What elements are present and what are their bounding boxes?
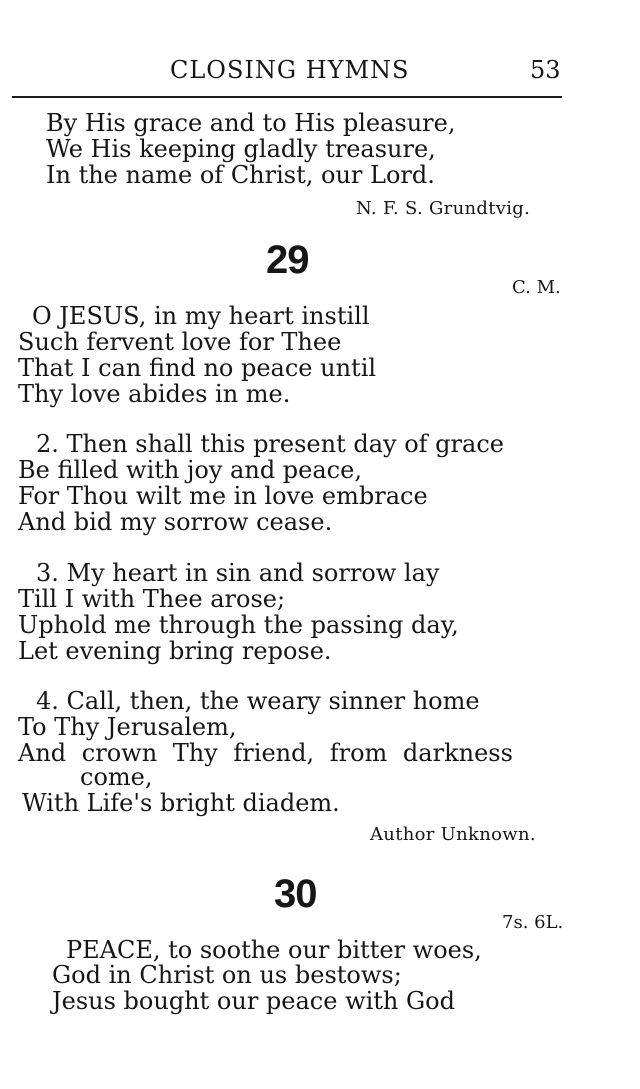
running-header-title: CLOSING HYMNS bbox=[170, 56, 410, 84]
verse-line: By His grace and to His pleasure, bbox=[46, 109, 456, 137]
verse-line: That I can find no peace until bbox=[18, 354, 377, 382]
author-attribution: N. F. S. Grundtvig. bbox=[356, 198, 531, 219]
verse-line: To Thy Jerusalem, bbox=[18, 713, 237, 741]
verse-line: Be filled with joy and peace, bbox=[18, 456, 362, 484]
verse-line: And crown Thy friend, from darkness bbox=[18, 739, 513, 767]
hymn-number: 29 bbox=[266, 238, 309, 282]
header-rule bbox=[12, 96, 562, 98]
hymn-number: 30 bbox=[274, 872, 317, 916]
verse-line: God in Christ on us bestows; bbox=[52, 961, 402, 989]
verse-line: Till I with Thee arose; bbox=[18, 585, 286, 613]
verse-line: For Thou wilt me in love embrace bbox=[18, 482, 428, 510]
verse-line: Thy love abides in me. bbox=[18, 380, 291, 408]
verse-line: 2. Then shall this present day of grace bbox=[36, 430, 504, 458]
verse-line: PEACE, to soothe our bitter woes, bbox=[66, 936, 482, 964]
verse-line: Let evening bring repose. bbox=[18, 637, 332, 665]
author-attribution: Author Unknown. bbox=[370, 824, 536, 845]
verse-line: Uphold me through the passing day, bbox=[18, 611, 459, 639]
verse-line: 4. Call, then, the weary sinner home bbox=[36, 687, 480, 715]
verse-line: In the name of Christ, our Lord. bbox=[46, 161, 435, 189]
verse-line: 3. My heart in sin and sorrow lay bbox=[36, 559, 440, 587]
verse-line: We His keeping gladly treasure, bbox=[46, 135, 436, 163]
verse-line: O JESUS, in my heart instill bbox=[32, 302, 370, 330]
verse-line: And bid my sorrow cease. bbox=[18, 508, 333, 536]
page-number: 53 bbox=[530, 56, 561, 84]
verse-line-continuation: come, bbox=[80, 763, 153, 791]
hymn-meter: C. M. bbox=[512, 277, 561, 298]
hymn-meter: 7s. 6L. bbox=[502, 912, 564, 933]
verse-line: Jesus bought our peace with God bbox=[52, 987, 455, 1015]
verse-line: With Life's bright diadem. bbox=[22, 789, 340, 817]
verse-line: Such fervent love for Thee bbox=[18, 328, 342, 356]
